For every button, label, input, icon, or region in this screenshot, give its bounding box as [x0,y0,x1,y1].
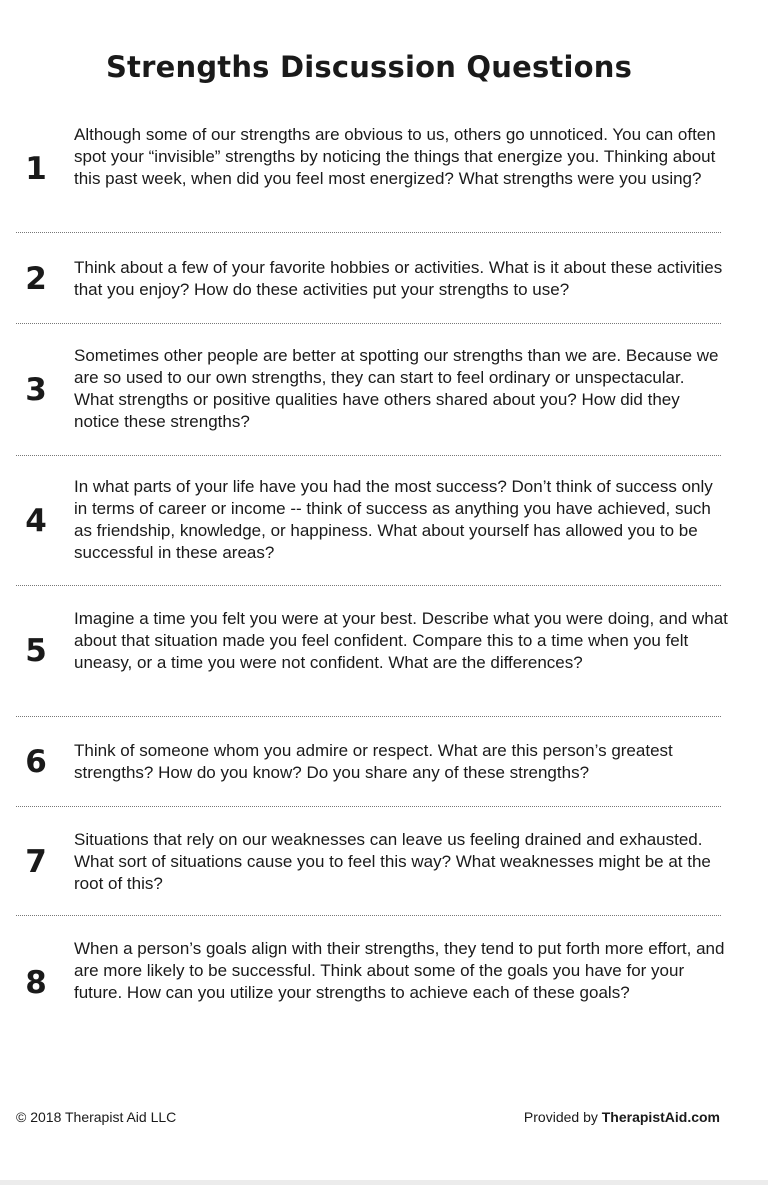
brand-link[interactable]: TherapistAid.com [601,1109,720,1125]
question-text: Sometimes other people are better at spotting our strengths than we are. Because we are so used to our own strengths, they can start to feel ordinary or unspectacular. What strengths or positive qualities have others shared about you? How did they notice these strengths? [74,346,719,431]
divider [16,915,721,916]
divider [16,232,721,233]
page-title: Strengths Discussion Questions [105,50,633,84]
question-number: 3 [25,372,47,408]
question-number: 7 [25,844,47,880]
divider [16,585,721,586]
divider [16,716,721,717]
divider [16,455,721,456]
question-text: Imagine a time you felt you were at your best. Describe what you were doing, and what about that situation made you feel confident. Compare this to a time when you felt uneasy, or a time you were not confident. What are the differences? [74,609,728,672]
question-number: 1 [25,151,47,187]
question-number: 8 [25,965,47,1001]
question-number: 4 [25,503,47,539]
divider [16,323,721,324]
copyright-notice: © 2018 Therapist Aid LLC [16,1109,177,1125]
question-text: Think about a few of your favorite hobbies or activities. What is it about these activities that you enjoy? How do these activities put your strengths to use? [74,258,723,299]
provided-by [524,1109,720,1125]
provided-by-label: Provided by [523,1109,602,1125]
question-number: 2 [25,261,47,297]
question-number: 5 [25,633,47,669]
page-edge [0,1180,768,1185]
question-text: Situations that rely on our weaknesses can leave us feeling drained and exhausted. What sort of situations cause you to feel this way? What weaknesses might be at the root of this? [74,830,711,893]
question-text: Think of someone whom you admire or respect. What are this person’s greatest strengths? How do you know? Do you share any of these strengths? [74,741,673,782]
divider [16,806,721,807]
question-text: In what parts of your life have you had the most success? Don’t think of success only in terms of career or income -- think of success as anything you have achieved, such as friendship, knowledge, or happiness. What about yourself has allowed you to be successful in these areas? [74,477,713,562]
question-text: When a person’s goals align with their strengths, they tend to put forth more effort, and are more likely to be successful. Think about some of the goals you have for your future. How can you utilize your strengths to achieve each of these goals? [74,939,725,1002]
question-number: 6 [25,744,47,780]
question-text: Although some of our strengths are obvious to us, others go unnoticed. You can often spot your “invisible” strengths by noticing the things that energize you. Thinking about this past week, when did you feel most energized? What strengths were you using? [74,125,716,188]
